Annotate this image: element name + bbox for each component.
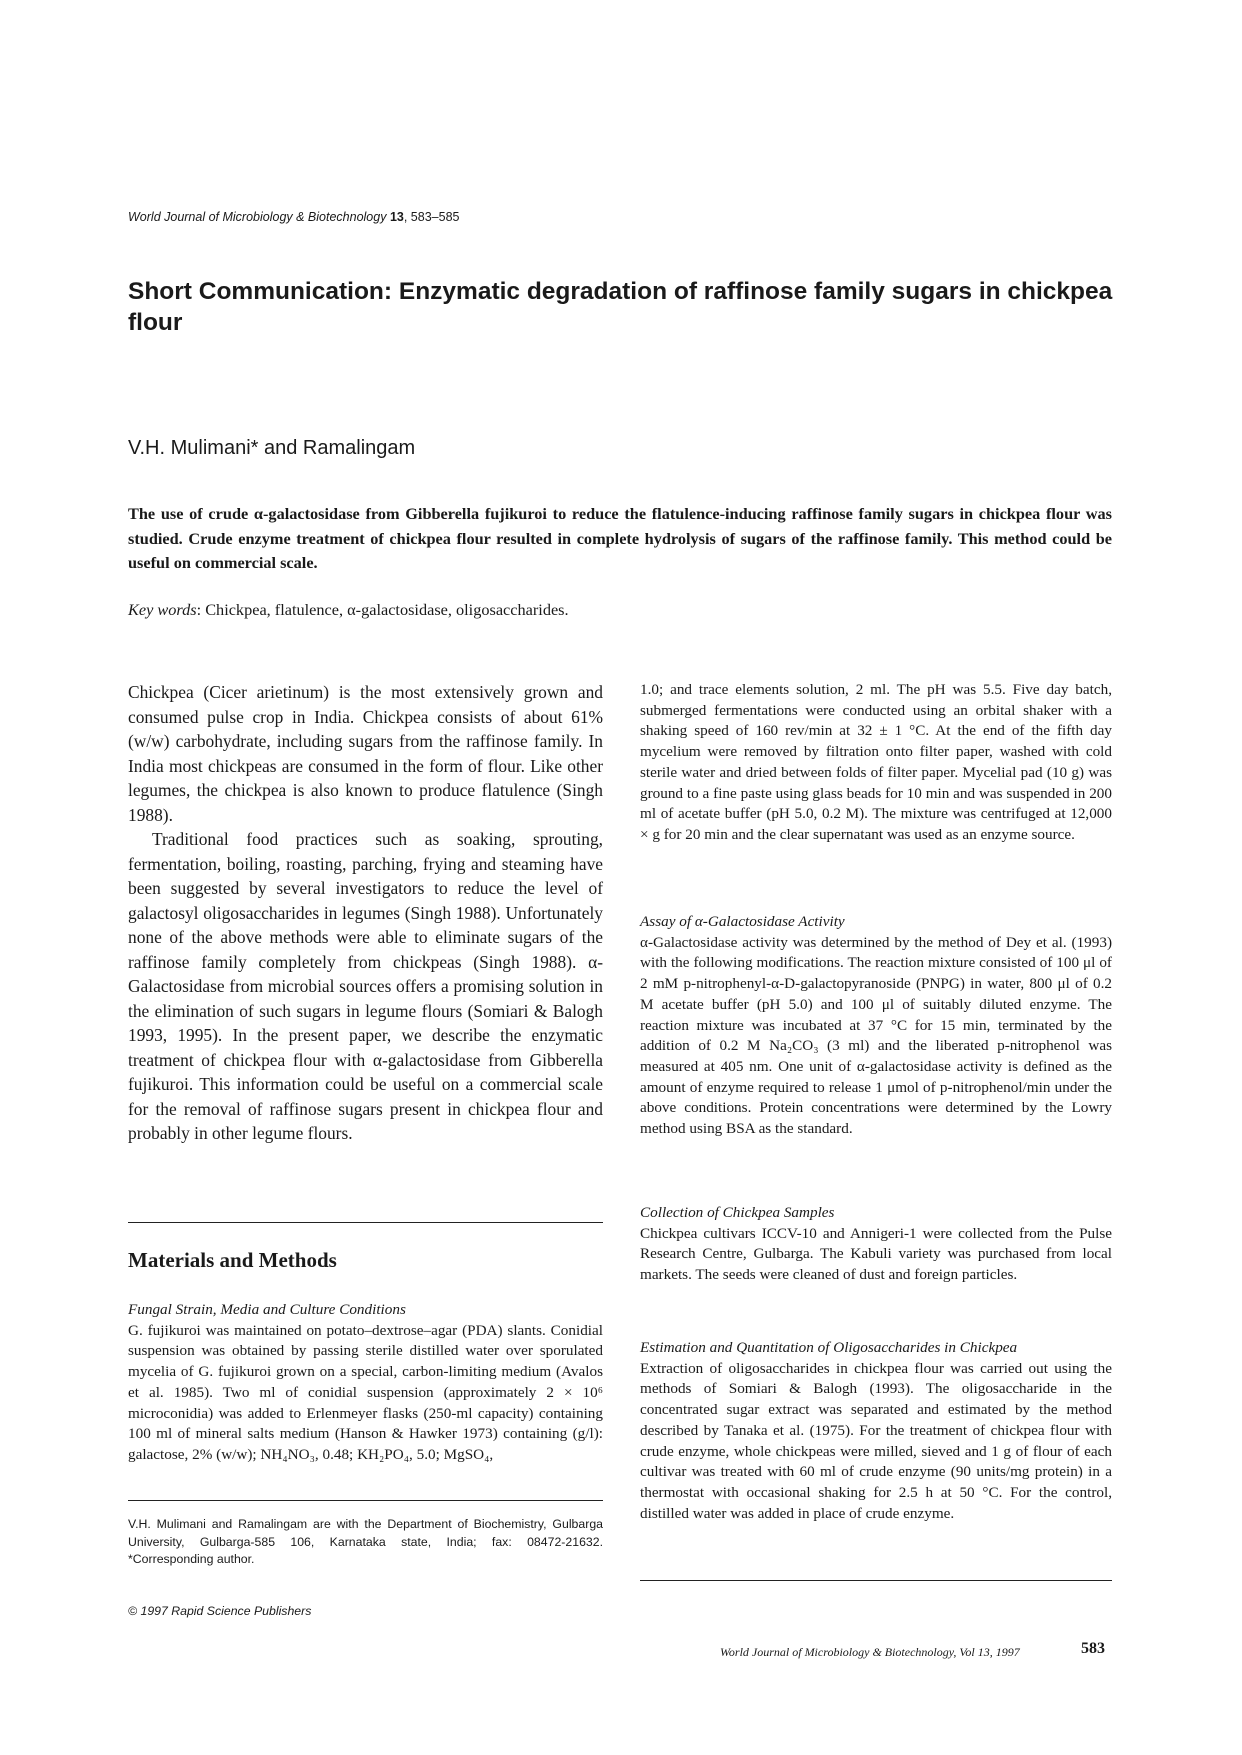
fungal-section bbox=[128, 1300, 603, 1466]
intro-paragraph: Chickpea (Cicer arietinum) is the most extensively grown and consumed pulse crop in India. Chickpea consists of about 61% (w/w) carbohydrate, including sugars from the raffinose family. In India most chickpeas are consumed in the form of flour. Like other legumes, the chickpea is also known to produce flatulence (Singh 1988). bbox=[128, 682, 603, 825]
journal-header bbox=[128, 210, 459, 224]
subsection-heading: Fungal Strain, Media and Culture Conditions bbox=[128, 1301, 406, 1318]
fungal-continued-text: 1.0; and trace elements solution, 2 ml. The pH was 5.5. Five day batch, submerged fermentations were conducted using an orbital shaker with a shaking speed of 160 rev/min at 32 ± 1 °C. At the end of the fifth day mycelium were removed by filtration onto filter paper, washed with cold sterile water and dried between folds of filter paper. Mycelial pad (10 g) was ground to a fine paste using glass beads for 10 min and was suspended in 200 ml of acetate buffer (pH 5.0, 0.2 M). The mixture was centrifuged at 12,000 × g for 20 min and the clear supernatant was used as an enzyme source. bbox=[640, 681, 1112, 843]
journal-pages: , 583–585 bbox=[403, 210, 460, 224]
copyright: © 1997 Rapid Science Publishers bbox=[128, 1604, 312, 1618]
collection-text: Chickpea cultivars ICCV-10 and Annigeri-1 were collected from the Pulse Research Centre, Gulbarga. The Kabuli variety was purchased from local markets. The seeds were cleaned of dust and foreign particles. bbox=[640, 1224, 1112, 1284]
intro-paragraph: Traditional food practices such as soaking, sprouting, fermentation, boiling, roasting, parching, frying and steaming have been suggested by several investigators to reduce the level of galactosyl oligosaccharides in legumes (Singh 1988). Unfortunately none of the above methods were able to eliminate sugars of the raffinose family completely from chickpeas (Singh 1988). α-Galactosidase from microbial sources offers a promising solution in the elimination of such sugars in legume flours (Somiari & Balogh 1993, 1995). In the present paper, we describe the enzymatic treatment of chickpea flour with α-galactosidase from Gibberella fujikuroi. This information could be useful on a commercial scale for the removal of raffinose sugars present in chickpea flour and probably in other legume flours. bbox=[128, 829, 603, 1143]
keywords-text: : Chickpea, flatulence, α-galactosidase, oligosaccharides. bbox=[196, 600, 569, 619]
footnote: V.H. Mulimani and Ramalingam are with the Department of Biochemistry, Gulbarga University, Gulbarga-585 106, Karnataka state, India; fax: 08472-21632. *Corresponding author. bbox=[128, 1517, 603, 1566]
section-heading: Materials and Methods bbox=[128, 1248, 337, 1272]
column-end-divider bbox=[640, 1580, 1112, 1581]
estimation-text: Extraction of oligosaccharides in chickpea flour was carried out using the methods of Somiari & Balogh (1993). The oligosaccharide in the concentrated sugar extract was separated and estimated by the method described by Tanaka et al. (1975). For the treatment of chickpea flour with crude enzyme, whole chickpeas were milled, sieved and 1 g of flour of each cultivar was treated with 60 ml of crude enzyme (90 units/mg protein) in a thermostat with occasional shaking for 2.5 h at 50 °C. For the control, distilled water was added in place of crude enzyme. bbox=[640, 1359, 1112, 1522]
fungal-continued bbox=[640, 680, 1112, 846]
page-number: 583 bbox=[1081, 1640, 1105, 1657]
assay-section bbox=[640, 912, 1112, 1140]
assay-text: α-Galactosidase activity was determined by the method of Dey et al. (1993) with the following modifications. The reaction mixture consisted of 100 μl of 2 mM p-nitrophenyl-α-D-galactopyranoside (PNPG) in water, 800 μl of 0.2 M acetate buffer (pH 5.0) and 100 μl of suitably diluted enzyme. The reaction mixture was incubated at 37 °C for 15 min, terminated by the addition of 0.2 M Na₂CO₃ (3 ml) and the liberated p-nitrophenol was measured at 405 nm. One unit of α-galactosidase activity is defined as the amount of enzyme required to release 1 μmol of p-nitrophenol/min under the above conditions. Protein concentrations were determined by the Lowry method using BSA as the standard. bbox=[640, 933, 1112, 1138]
journal-name: World Journal of Microbiology & Biotechnology bbox=[128, 210, 387, 224]
abstract: The use of crude α-galactosidase from Gibberella fujikuroi to reduce the flatulence-inducing raffinose family sugars in chickpea flour was studied. Crude enzyme treatment of chickpea flour resulted in complete hydrolysis of sugars of the raffinose family. This method could be useful on commercial scale. bbox=[128, 504, 1112, 572]
collection-section bbox=[640, 1203, 1112, 1286]
journal-volume: 13 bbox=[389, 210, 404, 224]
footnote-divider bbox=[128, 1500, 603, 1501]
subsection-heading: Collection of Chickpea Samples bbox=[640, 1204, 835, 1221]
subsection-heading: Assay of α-Galactosidase Activity bbox=[640, 913, 845, 930]
keywords bbox=[128, 600, 569, 620]
authors: V.H. Mulimani* and Ramalingam bbox=[128, 437, 416, 459]
fungal-text: G. fujikuroi was maintained on potato–dextrose–agar (PDA) slants. Conidial suspension was obtained by passing sterile distilled water over sporulated mycelia of G. fujikuroi grown on a special, carbon-limiting medium (Avalos et al. 1985). Two ml of conidial suspension (approximately 2 × 10⁶ microconidia) was added to Erlenmeyer flasks (250-ml capacity) containing 100 ml of mineral salts medium (Hanson & Hawker 1973) containing (g/l): galactose, 2% (w/w); NH₄NO₃, 0.48; KH₂PO₄, 5.0; MgSO₄, bbox=[128, 1321, 603, 1463]
keywords-label: Key words bbox=[128, 600, 197, 619]
introduction bbox=[128, 680, 603, 1146]
page-footer: World Journal of Microbiology & Biotechnology, Vol 13, 1997 bbox=[720, 1645, 1020, 1659]
estimation-section bbox=[640, 1338, 1112, 1524]
subsection-heading: Estimation and Quantitation of Oligosaccharides in Chickpea bbox=[640, 1339, 1018, 1356]
section-divider bbox=[128, 1222, 603, 1223]
article-title: Short Communication: Enzymatic degradation of raffinose family sugars in chickpea flour bbox=[128, 278, 1113, 336]
